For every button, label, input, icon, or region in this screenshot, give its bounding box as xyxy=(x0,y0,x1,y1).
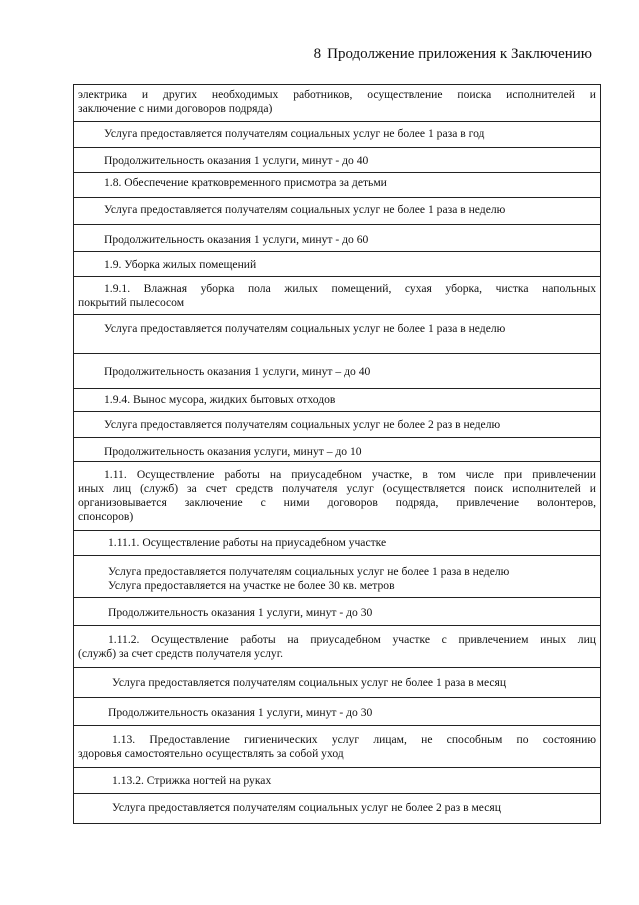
row-text-line: покрытий пылесосом xyxy=(78,296,185,309)
table-row xyxy=(74,794,600,824)
table-row xyxy=(74,726,600,768)
row-text: Услуга предоставляется получателям социальных услуг не более 1 раза в неделю xyxy=(104,203,506,216)
table-row xyxy=(74,252,600,277)
row-text-line: здоровья самостоятельно осуществлять за собой уход xyxy=(78,747,344,760)
row-text: Продолжительность оказания 1 услуги, минут - до 30 xyxy=(108,606,373,619)
row-text-line: 1.13. Предоставление гигиенических услуг лицам, не способным по состоянию xyxy=(112,733,596,746)
table-row xyxy=(74,438,600,462)
page-header xyxy=(0,46,592,63)
table-row xyxy=(74,598,600,626)
table-row xyxy=(74,668,600,698)
table-row xyxy=(74,148,600,173)
page-title: Продолжение приложения к Заключению xyxy=(327,46,592,62)
row-text: Услуга предоставляется получателям социальных услуг не более 1 раза в неделю xyxy=(104,322,506,335)
row-text: Услуга предоставляется получателям социальных услуг не более 1 раза в год xyxy=(104,127,485,140)
page-number: 8 xyxy=(313,46,322,62)
row-text: 1.9.4. Вынос мусора, жидких бытовых отходов xyxy=(104,393,336,406)
table-row xyxy=(74,462,600,531)
row-text-line: спонсоров) xyxy=(78,510,134,523)
row-text-line: 1.9.1. Влажная уборка пола жилых помещений, сухая уборка, чистка напольных xyxy=(104,282,596,295)
row-text: 1.13.2. Стрижка ногтей на руках xyxy=(112,774,272,787)
row-text-line: иных лиц (служб) за счет средств получателя услуг (осуществляется поиск исполнителей и xyxy=(78,482,596,495)
row-text: 1.9. Уборка жилых помещений xyxy=(104,258,257,271)
row-text: Продолжительность оказания 1 услуги, минут - до 30 xyxy=(108,706,373,719)
table-row xyxy=(74,412,600,438)
table-row xyxy=(74,198,600,225)
table-row xyxy=(74,698,600,726)
table-row xyxy=(74,354,600,389)
row-text: Продолжительность оказания 1 услуги, минут - до 60 xyxy=(104,233,369,246)
row-text: Продолжительность оказания 1 услуги, минут - до 40 xyxy=(104,154,369,167)
table-row xyxy=(74,85,600,122)
row-text: Продолжительность оказания 1 услуги, минут – до 40 xyxy=(104,365,371,378)
table-row xyxy=(74,122,600,148)
row-text-line: Услуга предоставляется получателям социальных услуг не более 1 раза в неделю xyxy=(108,565,510,578)
table-row xyxy=(74,389,600,412)
row-text-line: организовывается заключение с ними договоров подряда, привлечение волонтеров, xyxy=(78,496,596,509)
row-text: 1.8. Обеспечение кратковременного присмотра за детьми xyxy=(104,176,387,189)
row-text-line: (служб) за счет средств получателя услуг. xyxy=(78,647,284,660)
table-row xyxy=(74,531,600,556)
table-row xyxy=(74,315,600,354)
table-row xyxy=(74,768,600,794)
row-text: Услуга предоставляется получателям социальных услуг не более 1 раза в месяц xyxy=(112,676,507,689)
table-row xyxy=(74,626,600,668)
row-text-line: 1.11.2. Осуществление работы на приусадебном участке с привлечением иных лиц xyxy=(108,633,596,646)
row-text: 1.11.1. Осуществление работы на приусадебном участке xyxy=(108,536,387,549)
table-row xyxy=(74,277,600,315)
table-row xyxy=(74,225,600,252)
row-text-line: 1.11. Осуществление работы на приусадебном участке, в том числе при привлечении xyxy=(104,468,596,481)
services-table xyxy=(73,84,601,824)
row-text: Услуга предоставляется получателям социальных услуг не более 2 раз в неделю xyxy=(104,418,501,431)
row-text-line: Услуга предоставляется на участке не более 30 кв. метров xyxy=(108,579,395,592)
row-text-line: заключение с ними договоров подряда) xyxy=(78,102,273,115)
row-text: Услуга предоставляется получателям социальных услуг не более 2 раз в месяц xyxy=(112,801,501,814)
row-text: Продолжительность оказания услуги, минут – до 10 xyxy=(104,445,362,458)
table-row xyxy=(74,556,600,598)
table-row xyxy=(74,173,600,198)
row-text-line: электрика и других необходимых работников, осуществление поиска исполнителей и xyxy=(78,88,596,101)
